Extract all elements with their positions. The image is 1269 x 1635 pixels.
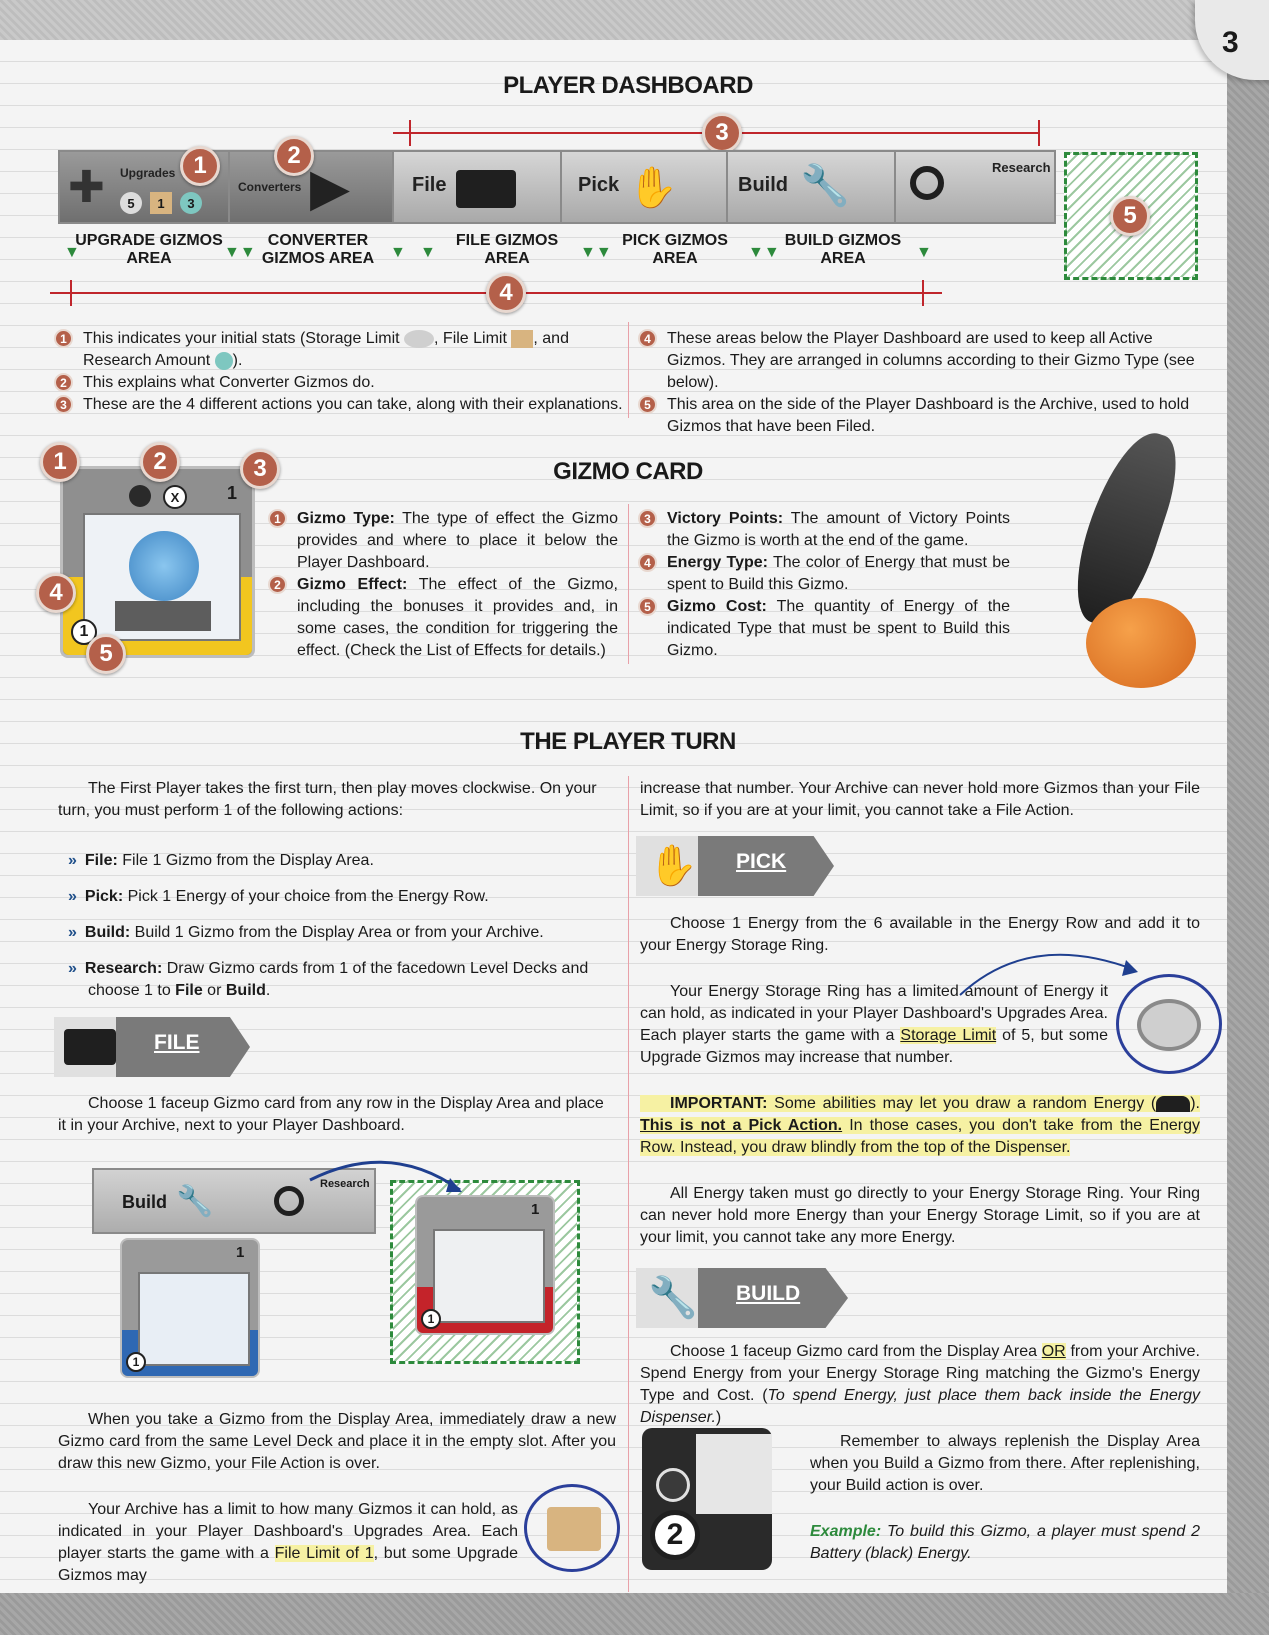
note-term: Energy Type: xyxy=(667,554,768,571)
card-note-1 xyxy=(268,508,618,574)
gizmo-card-title: GIZMO CARD xyxy=(553,458,703,485)
area-arrow: ▼ xyxy=(64,244,80,261)
card-note-3 xyxy=(638,508,1010,552)
note-3 xyxy=(54,394,624,416)
note-badge: 3 xyxy=(54,395,73,414)
important-a: Some abilities may let you draw a random Energy ( xyxy=(767,1095,1157,1112)
area-arrow: ▼ xyxy=(916,244,932,261)
example-card-cost: 1 xyxy=(421,1309,441,1329)
note-term: Victory Points: xyxy=(667,510,784,527)
note-term: Gizmo Effect: xyxy=(297,576,408,593)
build-example-note xyxy=(810,1521,1200,1565)
grab-hand-icon: ✋ xyxy=(648,844,698,888)
card-note-5 xyxy=(638,596,1010,662)
build-label: Build xyxy=(738,174,788,196)
research-amount-stat: 3 xyxy=(180,192,202,214)
magnifier-icon xyxy=(910,166,944,200)
action-text: Pick 1 Energy of your choice from the Energy Row. xyxy=(123,888,489,905)
action-file-word: File xyxy=(175,982,203,999)
build-banner-label: BUILD xyxy=(736,1282,801,1305)
action-build xyxy=(68,922,616,944)
note-text xyxy=(667,596,1010,662)
grab-hand-icon: ✋ xyxy=(628,166,678,210)
gizmo-card-notes-left xyxy=(268,508,618,662)
card-badge-5: 5 xyxy=(86,634,126,674)
stats-row xyxy=(120,192,202,214)
column-divider xyxy=(628,776,629,1592)
example-term: Example: xyxy=(810,1523,882,1540)
example-card-vp: 1 xyxy=(531,1201,540,1218)
battery-icon xyxy=(129,485,151,507)
archive-icon xyxy=(547,1507,601,1551)
card-note-2 xyxy=(268,574,618,662)
badge-5: 5 xyxy=(1110,196,1150,236)
or-highlight: OR xyxy=(1041,1343,1066,1360)
file-limit-highlight: File Limit of 1 xyxy=(274,1545,374,1562)
action-build-word: Build xyxy=(225,982,266,999)
converter-arrow-icon: ▶ xyxy=(310,159,350,217)
file-banner xyxy=(54,1017,250,1077)
research-icon xyxy=(215,352,233,370)
note-badge: 3 xyxy=(638,509,657,528)
note-1-part-c: , and Research Amount xyxy=(83,330,569,369)
card-victory-points: 1 xyxy=(227,483,238,503)
storage-ring-icon xyxy=(404,330,434,348)
dashboard-title: PLAYER DASHBOARD xyxy=(503,72,753,99)
area-arrow: ▼▼ xyxy=(748,244,780,261)
example-archived-card xyxy=(415,1195,555,1335)
page-number: 3 xyxy=(1222,26,1239,59)
converter-area-label: CONVERTER GIZMOS AREA xyxy=(261,232,375,267)
note-body: The amount of Victory Points the Gizmo is worth at the end of the game. xyxy=(667,510,1011,549)
not-pick-action: This is not a Pick Action. xyxy=(640,1117,843,1134)
area-arrow: ▼▼ xyxy=(580,244,612,261)
bullet-icon: » xyxy=(68,924,77,941)
file-paragraph-3 xyxy=(58,1499,518,1587)
note-badge: 1 xyxy=(268,509,287,528)
gizmo-card-illustration xyxy=(60,466,255,658)
important-term: IMPORTANT: xyxy=(670,1095,768,1112)
build-example-cost: 2 xyxy=(650,1510,700,1560)
action-term: Pick: xyxy=(84,888,124,905)
column-divider xyxy=(628,322,629,418)
note-badge: 5 xyxy=(638,395,657,414)
bullet-icon: » xyxy=(68,888,77,905)
pick-label: Pick xyxy=(578,174,620,196)
player-turn-title: THE PLAYER TURN xyxy=(520,728,736,755)
note-badge: 4 xyxy=(638,553,657,572)
file-p3-b: , but some Upgrade Gizmos may xyxy=(58,1545,519,1584)
pick-p2-b: of 5, but some Upgrade Gizmos may increase that number. xyxy=(640,1027,1108,1066)
area-arrow: ▼▼ xyxy=(224,244,256,261)
gizmo-base xyxy=(115,601,211,631)
note-1 xyxy=(54,328,624,372)
folder-icon xyxy=(64,1029,116,1065)
note-badge: 2 xyxy=(268,575,287,594)
file-paragraph-3-cont: increase that number. Your Archive can never hold more Gizmos than your File Limit, so if you are at your limit, you cannot take a File Action. xyxy=(640,780,1200,819)
column-divider xyxy=(628,504,629,664)
action-term: Research: xyxy=(84,960,163,977)
important-highlight xyxy=(640,1095,1200,1156)
decorative-illustration xyxy=(1030,420,1227,710)
note-text: These are the 4 different actions you can take, along with their explanations. xyxy=(83,396,623,413)
bottom-border xyxy=(0,1593,1269,1635)
plus-icon: ✚ xyxy=(68,163,105,212)
archive-circle-icon xyxy=(524,1484,620,1572)
file-banner-label: FILE xyxy=(154,1031,200,1054)
action-list xyxy=(68,850,616,1002)
pick-banner xyxy=(636,836,834,896)
card-badge-2: 2 xyxy=(140,442,180,482)
badge-4: 4 xyxy=(486,273,526,313)
pick-paragraph-3: All Energy taken must go directly to your Energy Storage Ring. Your Ring can never hold more Energy than your Energy Storage Limit, so if you are at your limit, you cannot take any more Energy. xyxy=(640,1185,1200,1246)
badge-2: 2 xyxy=(274,136,314,176)
file-p3-a: Your Archive has a limit to how many Gizmos it can hold, as indicated in your Player Dashboard's Upgrades Area. Each player starts the game with a xyxy=(58,1501,518,1562)
research-segment xyxy=(894,150,1056,224)
note-text: This area on the side of the Player Dashboard is the Archive, used to hold Gizmos that have been Filed. xyxy=(667,396,1190,435)
example-archive-area xyxy=(390,1180,580,1364)
card-badge-1: 1 xyxy=(40,442,80,482)
note-text xyxy=(83,328,624,372)
example-build-label: Build xyxy=(122,1192,167,1212)
file-area-label: FILE GIZMOS AREA xyxy=(455,232,559,267)
build-p1-b: from your Archive. Spend Energy from your Energy Storage Ring matching the Gizmo's Energy Type and Cost. ( xyxy=(640,1343,1200,1404)
action-term: File: xyxy=(84,852,118,869)
storage-limit-stat: 5 xyxy=(120,192,142,214)
storage-arrow-icon xyxy=(950,940,1150,1000)
note-text xyxy=(667,552,1010,596)
pick-banner-box xyxy=(636,836,706,896)
action-file xyxy=(68,850,616,872)
build-p1-a: Choose 1 faceup Gizmo card from the Display Area xyxy=(670,1343,1042,1360)
bracket-tick xyxy=(409,120,411,146)
gizmo-artwork xyxy=(696,1434,772,1514)
note-1-part-a: This indicates your initial stats (Storage Limit xyxy=(83,330,400,347)
upgrades-label: Upgrades xyxy=(120,166,176,180)
note-text xyxy=(667,508,1010,552)
random-energy-icon xyxy=(1156,1096,1190,1112)
note-badge: 5 xyxy=(638,597,657,616)
bullet-icon: » xyxy=(68,960,77,977)
action-pick xyxy=(68,886,616,908)
build-p1-c: ) xyxy=(715,1409,722,1426)
bracket-tick xyxy=(922,280,924,306)
note-text: These areas below the Player Dashboard are used to keep all Active Gizmos. They are arranged in columns according to their Gizmo Type (see below). xyxy=(667,330,1195,391)
action-text: File 1 Gizmo from the Display Area. xyxy=(117,852,374,869)
action-term: Build: xyxy=(84,924,131,941)
gizmo-card-notes-right xyxy=(638,508,1010,662)
note-text xyxy=(297,574,618,662)
note-text xyxy=(297,508,618,574)
example-card-cost: 1 xyxy=(126,1352,146,1372)
battery-icon xyxy=(656,1468,690,1502)
build-segment xyxy=(726,150,896,224)
build-p1-italic: To spend Energy, just place them back inside the Energy Dispenser. xyxy=(640,1387,1201,1426)
build-banner xyxy=(636,1268,848,1328)
pick-paragraph-1: Choose 1 Energy from the 6 available in the Energy Row and add it to your Energy Storage Ring. xyxy=(640,915,1200,954)
upgrade-area-label: UPGRADE GIZMOS AREA xyxy=(75,232,223,267)
wrench-icon: 🔧 xyxy=(648,1276,698,1320)
note-body: The quantity of Energy of the indicated Type that must be spent to Build this Gizmo. xyxy=(667,598,1010,659)
gizmo-artwork xyxy=(138,1272,250,1366)
file-segment xyxy=(392,150,562,224)
file-limit-stat: 1 xyxy=(150,192,172,214)
build-area-label: BUILD GIZMOS AREA xyxy=(784,232,902,267)
build-paragraph-1 xyxy=(640,1341,1200,1429)
note-body: The type of effect the Gizmo provides and where to place it below the Player Dashboard. xyxy=(297,510,618,571)
note-badge: 1 xyxy=(54,329,73,348)
gizmo-orb xyxy=(129,531,199,601)
note-4 xyxy=(638,328,1203,394)
bracket-tick xyxy=(1038,120,1040,146)
build-banner-box xyxy=(636,1268,706,1328)
gizmo-artwork xyxy=(83,513,241,641)
pick-banner-label: PICK xyxy=(736,850,787,873)
pumpkin-icon xyxy=(1086,598,1196,688)
example-text: To build this Gizmo, a player must spend 2 Battery (black) Energy. xyxy=(810,1523,1200,1562)
important-b: ). xyxy=(1190,1095,1200,1112)
action-text: Build 1 Gizmo from the Display Area or from your Archive. xyxy=(130,924,544,941)
storage-limit-highlight: Storage Limit xyxy=(900,1027,997,1044)
file-banner-box xyxy=(54,1017,124,1077)
action-text: Draw Gizmo cards from 1 of the facedown Level Decks and choose 1 to xyxy=(88,960,589,999)
bracket-tick xyxy=(70,280,72,306)
turn-intro: The First Player takes the first turn, then play moves clockwise. On your turn, you must perform 1 of the following actions: xyxy=(58,780,597,819)
research-label: Research xyxy=(992,160,1051,175)
action-or-word: or xyxy=(202,982,226,999)
top-border xyxy=(0,0,1269,40)
card-badge-3: 3 xyxy=(240,449,280,489)
build-example-card xyxy=(642,1428,772,1570)
converters-label: Converters xyxy=(238,180,302,194)
card-cost: 1 xyxy=(71,619,97,645)
gizmo-artwork xyxy=(433,1229,545,1323)
file-paragraph-1: Choose 1 faceup Gizmo card from any row in the Display Area and place it in your Archive, next to your Player Dashboard. xyxy=(58,1095,604,1134)
badge-1: 1 xyxy=(180,146,220,186)
wrench-icon: 🔧 xyxy=(176,1185,214,1218)
note-body: The effect of the Gizmo, including the bonuses it provides and, in some cases, the condition for triggering the effect. (Check the List of Effects for details.) xyxy=(297,576,618,659)
note-badge: 4 xyxy=(638,329,657,348)
important-note xyxy=(640,1093,1200,1159)
file-move-arrow-icon xyxy=(300,1140,480,1200)
badge-3: 3 xyxy=(702,113,742,153)
folder-icon xyxy=(456,170,516,208)
note-body: The color of Energy that must be spent to Build this Gizmo. xyxy=(667,554,1011,593)
note-text: This explains what Converter Gizmos do. xyxy=(83,374,375,391)
pick-p2-a: Your Energy Storage Ring has a limited amount of Energy it can hold, as indicated in your Player Dashboard's Upgrades Area. Each player starts the game with a xyxy=(640,983,1108,1044)
note-1-part-b: , File Limit xyxy=(434,330,507,347)
note-term: Gizmo Cost: xyxy=(667,598,767,615)
storage-ring-icon xyxy=(1137,999,1201,1051)
important-c: In those cases, you don't take from the Energy Row. Instead, you draw blindly from the top of the Dispenser. xyxy=(640,1117,1201,1156)
area-arrow: ▼ xyxy=(420,244,436,261)
note-term: Gizmo Type: xyxy=(297,510,395,527)
build-paragraph-2: Remember to always replenish the Display Area when you Build a Gizmo from there. After replenishing, your Build action is over. xyxy=(810,1433,1200,1494)
pick-segment xyxy=(560,150,728,224)
right-border xyxy=(1227,0,1269,1635)
example-research-label: Research xyxy=(320,1178,370,1190)
action-end: . xyxy=(265,982,271,999)
file-paragraph-2: When you take a Gizmo from the Display Area, immediately draw a new Gizmo card from the same Level Deck and place it in the empty slot. After you draw this new Gizmo, your File Action is over. xyxy=(58,1411,616,1472)
file-label: File xyxy=(412,174,447,196)
action-research xyxy=(68,958,616,1002)
example-card-vp: 1 xyxy=(236,1244,245,1261)
pick-area-label: PICK GIZMOS AREA xyxy=(622,232,728,267)
note-badge: 2 xyxy=(54,373,73,392)
note-2 xyxy=(54,372,624,394)
bullet-icon: » xyxy=(68,852,77,869)
card-note-4 xyxy=(638,552,1010,596)
card-badge-4: 4 xyxy=(36,573,76,613)
dashboard-notes-left xyxy=(54,328,624,416)
area-arrow: ▼ xyxy=(390,244,406,261)
note-1-part-d: ). xyxy=(232,352,243,369)
archive-icon xyxy=(511,330,533,348)
wrench-icon: 🔧 xyxy=(800,164,850,208)
effect-x-icon: X xyxy=(163,485,187,509)
example-build-card xyxy=(120,1238,260,1378)
